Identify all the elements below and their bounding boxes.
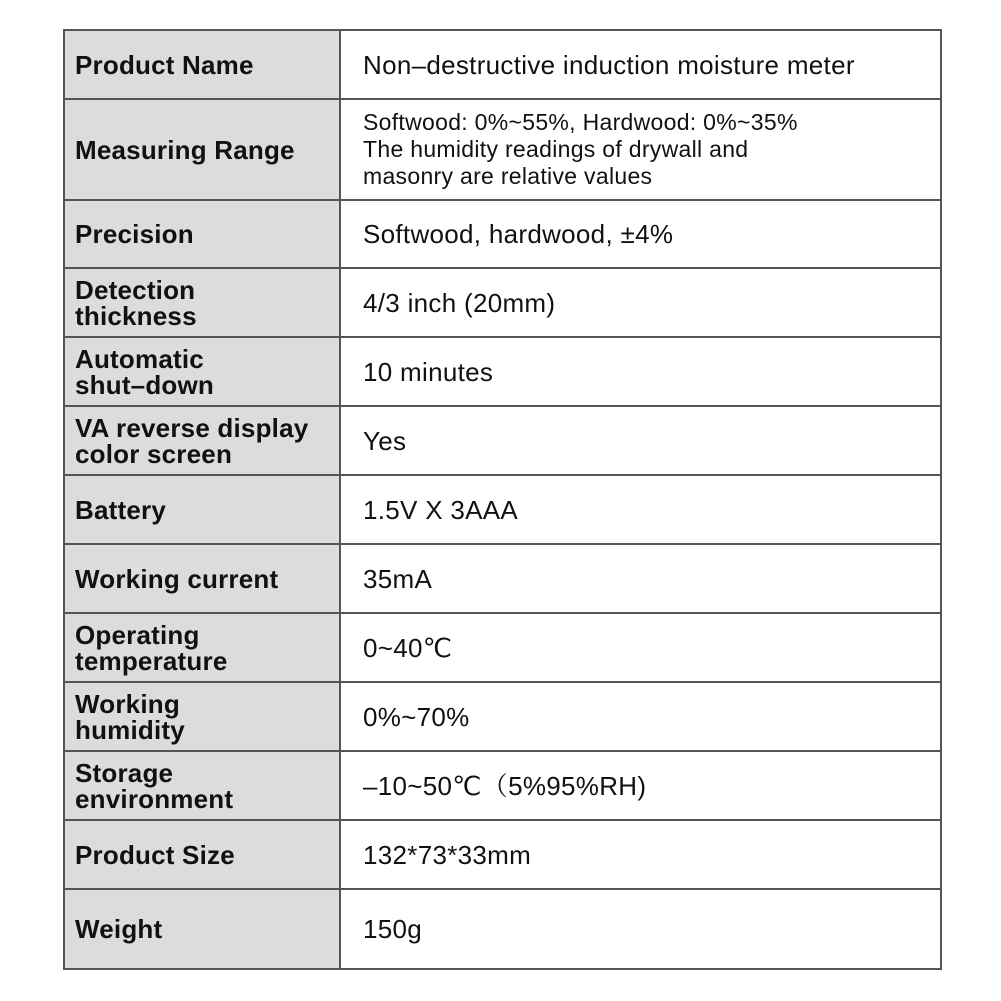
table-row	[64, 200, 941, 268]
row-value-cell	[340, 751, 941, 820]
row-label-cell	[64, 268, 340, 337]
row-label: Working current	[75, 563, 279, 594]
table-row	[64, 99, 941, 200]
row-label-cell	[64, 200, 340, 268]
row-value: Softwood: 0%~55%, Hardwood: 0%~35% The humidity readings of drywall and masonry are relative values	[363, 109, 798, 189]
row-value-cell	[340, 820, 941, 889]
row-label: Operating temperature	[75, 619, 228, 676]
row-value-cell	[340, 30, 941, 99]
row-label: Storage environment	[75, 757, 234, 814]
row-value: 1.5V X 3AAA	[363, 494, 519, 525]
row-value: 150g	[363, 914, 423, 944]
row-value: Non–destructive induction moisture meter	[363, 49, 855, 80]
row-value: 132*73*33mm	[363, 839, 532, 870]
row-value: 4/3 inch (20mm)	[363, 287, 556, 318]
row-value-cell	[340, 337, 941, 406]
row-label-cell	[64, 544, 340, 613]
row-label: Battery	[75, 494, 166, 525]
row-value: 0%~70%	[363, 701, 470, 732]
row-label-cell	[64, 475, 340, 544]
row-value: 35mA	[363, 563, 433, 594]
table-row	[64, 30, 941, 99]
spec-table	[63, 29, 942, 970]
row-value-cell	[340, 475, 941, 544]
row-label: Product Size	[75, 839, 235, 870]
row-label-cell	[64, 337, 340, 406]
row-value-cell	[340, 889, 941, 969]
row-label-cell	[64, 99, 340, 200]
table-row	[64, 337, 941, 406]
row-value: 0~40℃	[363, 632, 453, 663]
row-label: Working humidity	[75, 688, 185, 745]
row-value: 10 minutes	[363, 356, 494, 387]
table-row	[64, 406, 941, 475]
row-label: Product Name	[75, 49, 254, 80]
row-value: Yes	[363, 425, 407, 456]
row-label-cell	[64, 406, 340, 475]
row-value-cell	[340, 406, 941, 475]
row-value-cell	[340, 613, 941, 682]
table-row	[64, 751, 941, 820]
row-label-cell	[64, 30, 340, 99]
row-value: –10~50℃（5%95%RH)	[363, 770, 647, 801]
row-label-cell	[64, 820, 340, 889]
row-value-cell	[340, 200, 941, 268]
table-row	[64, 820, 941, 889]
table-row	[64, 544, 941, 613]
row-value-cell	[340, 682, 941, 751]
table-row	[64, 889, 941, 969]
row-value-cell	[340, 544, 941, 613]
row-value-cell	[340, 99, 941, 200]
table-row	[64, 613, 941, 682]
row-label: Automatic shut–down	[75, 343, 215, 400]
row-value-cell	[340, 268, 941, 337]
row-label-cell	[64, 751, 340, 820]
row-label: Measuring Range	[75, 134, 295, 165]
table-row	[64, 475, 941, 544]
row-label-cell	[64, 682, 340, 751]
row-label: VA reverse display color screen	[75, 412, 309, 469]
row-label-cell	[64, 613, 340, 682]
table-row	[64, 682, 941, 751]
row-label-cell	[64, 889, 340, 969]
row-label: Precision	[75, 219, 194, 249]
row-value: Softwood, hardwood, ±4%	[363, 219, 674, 249]
row-label: Detection thickness	[75, 274, 197, 331]
table-row	[64, 268, 941, 337]
row-label: Weight	[75, 914, 163, 944]
